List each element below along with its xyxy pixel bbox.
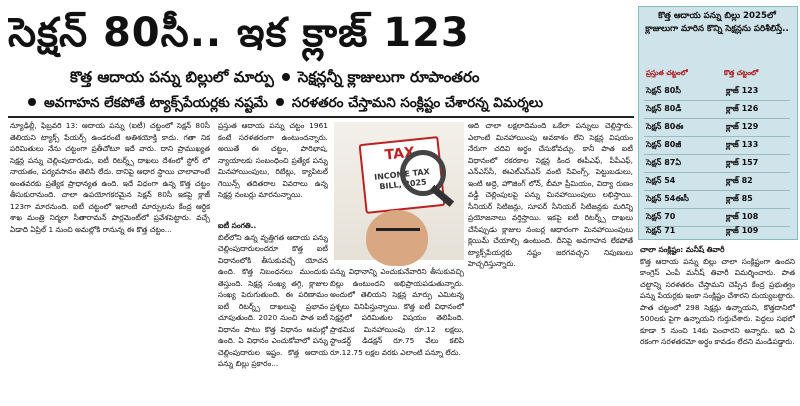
subheadline-1 (70, 66, 630, 88)
new-clause: క్లాజ్ 129 (726, 122, 759, 131)
article-column-4 (640, 244, 795, 402)
section-title: ఐటీ సంగతి.. (218, 221, 257, 230)
sections-row (644, 136, 790, 154)
old-section: సెక్షన్ 87ఏ (646, 158, 682, 167)
sections-box-header (644, 66, 790, 80)
new-clause: క్లాజ్ 133 (726, 140, 759, 149)
bullet-dot (28, 98, 36, 106)
old-section: సెక్షన్ 54ఈసీ (646, 194, 689, 203)
sections-box-title: కొత్త ఆదాయ పన్ను బిల్లు 2025లో క్లాజులుగా మారిన కొన్ని సెక్షన్లను పరిశీలిస్తే.. (645, 11, 789, 34)
sections-row (644, 100, 790, 118)
sections-row (644, 82, 790, 100)
subhead-part: కొత్త ఆదాయ పన్ను బిల్లులో మార్పు (70, 68, 274, 86)
new-clause: క్లాజ్ 126 (726, 104, 759, 113)
article-column-1: న్యూఢిల్లీ, ఫిబ్రవరి 13: ఆదాయ పన్ను (ఐటీ) చట్టంలో సెక్షన్ 80సీ తెలియని ట్యాక్స్ పేయర్స్ ఉండరంటే అతిశయోక్తి కాదు. గతా నిక పరిమితులు నేను చట్టంగా ప్రతీచోటూ ఇదే వారు. దాని ప్రాముఖ్యత సెక్షన్ల పన్ను చెల్లింపుదారుడు, ఐటీ రిటర్న్స్ దాఖలు దేశంలో స్టోర్ లో నాయతం, పర్యవసానం తెలిసి లేదు. దానిపై ఆధార స్థాయి చాలావాంటే అంతవరకు ప్రత్యేక ప్రాధాన్యత ఉంది. ఇదే విధంగా ఉన్న కొత్త చట్టం తీసుకురానుంది. చాలా ఉపయోగకరమైన సెక్షన్ 80సీ ఇకపై క్లాజ్ 123గా మారనుంది. ఐటీ చట్టంలో ఇలాంటి మార్పులను కేంద్ర ఆర్థిక శాఖ మంత్రి నిర్మలా సీతారామన్ పార్లమెంట్‌లో ప్రవేశపెట్టారు. వచ్చే ఏడాది ఏప్రిల్ 1 నుంచి అమల్లోకి రానున్న ఈ కొత్త చట్టం... (10, 121, 210, 234)
new-clause: క్లాజ్ 123 (726, 86, 759, 95)
header-old: ప్రస్తుత చట్టంలో (646, 69, 688, 77)
old-section: సెక్షన్ 70 (646, 212, 676, 221)
old-section: సెక్షన్ 80జీ (646, 140, 682, 149)
old-section: సెక్షన్ 80సీ (646, 86, 681, 95)
subhead-part: అవగాహన లేకపోతే ట్యాక్స్‌పేయర్లకు నష్టమే (44, 95, 268, 111)
article-column-3: ఆది చాలా లక్షలాదిమంది ఒకేలా పన్నులు చెల్లిస్తారు. ఎలాంటి మినహాయింపు అవకాశం లేని సెక్షన్ల విషయం నేరుగా చదివి అర్థం చేసుకోవచ్చు. కానీ పాత ఐటీ విధానంలో రకరకాల సెక్షన్ల కింద ఈపీఎఫ్, పీపీఎఫ్, ఎన్‌ఎస్‌సీ, ఈఎల్‌ఎస్‌ఎస్ వంటి సేవింగ్స్, పెట్టుబడులు, ఇంటి అద్దె, హౌజింగ్ లోన్, బీమా ప్రీమియం, విద్యా రుణం వడ్డీ చెల్లింపులపై పన్ను మినహాయింపులు లభిస్తాయి. సీనియర్ సిటిజన్లు, సూపర్ సీనియర్ సిటిజన్లకు మరిన్ని ప్రయోజనాలు వర్తిస్తాయి. ఇకపై ఐటీ రిటర్న్స్ దాఖలు చేసేప్పుడు క్లాజుల నంబర్ల ఆధారంగా మినహాయింపులు క్లెయిమ్ చేయాల్సి ఉంటుంది. దీనిపై అవగాహన లేకపోతే ట్యాక్స్‌పేయర్లకు నష్టం జరగవచ్చని నిపుణులు హెచ్చరిస్తున్నారు. (468, 121, 633, 268)
card-title: TAX (384, 144, 416, 164)
old-section: సెక్షన్ 54 (646, 176, 676, 185)
new-clause: క్లాజ్ 109 (726, 226, 759, 235)
article-column-mid: పన్ను విధానాన్ని ఎంచుకునేవారిని తీసుకువచ్చి బిల్లు ఉంటుందని అభిప్రాయపడుతున్నారు. అందులో తెలియని సెక్షన్ల మార్పు ఎమిటన్న ప్రశ్నలు వినిపిస్తున్నాయి. కొత్త ఐటీ విధానంలో సెక్షన్లలో పరిమితుల విషయం తెలిపింది. ప్రాథమిక మినహాయింపు రూ.12 లక్షలు, స్టాండర్డ్ డిడక్షన్ రూ.75 వేలు కలిపి రూ.12.75 లక్షల వరకు ఎలాంటి పన్నూ లేదు. (330, 267, 464, 357)
glasses-shape (376, 228, 420, 241)
section-body: బిల్‌లోని ఉన్న వృత్తిగత ఆదాయ పన్ను చెల్లింపుదారులందరూ కొత్త ఐటీ విధానంలోకి తీసుకువచ్చే యోచన ఉంది. కొత్త నిబంధనలు ముందుకు తెస్తుంది. సెక్షన్ల సంఖ్య తగ్గి, క్లాజుల సంఖ్య పెరుగుతుంది. ఈ పరిణామం ఐటీ రిటర్న్స్ దాఖలుపై ప్రభావం చూపుతుంది. 2020 నుంచి పాత ఐటీ విధానం పాటు కొత్త విధానం అమల్లో ఉంది. ఏ విధానం ఎంచుకోవాలో పన్ను చెల్లింపుదారుల ఇష్టం. కొత్త ఆదాయ పన్ను బిల్లు ప్రకారం... (218, 232, 328, 368)
new-clause: క్లాజ్ 157 (726, 158, 759, 167)
sections-row (644, 154, 790, 172)
old-section: సెక్షన్ 80డీ (646, 104, 682, 113)
new-clause: క్లాజ్ 108 (726, 212, 759, 221)
new-clause: క్లాజ్ 82 (726, 176, 753, 185)
card-subtitle: INCOME TAX BILL, 2025 (373, 167, 431, 192)
sections-row (644, 222, 790, 240)
subhead-part: సరళతరం చేస్తామని సంక్లిష్టం చేశారన్న విమర్శలు (291, 95, 544, 111)
bullet-dot (276, 98, 284, 106)
article-column-2b (218, 220, 328, 402)
article-column-2: ప్రస్తుత ఆదాయ పన్ను చట్టం 1961 కంటే సరళతరంగా ఉంటుందన్నారు. అయితే ఈ చట్టం, పారిభాష, న్యాయాలకు సంబంధించి ప్రత్యేక పన్ను మినహాయింపులు, రిబేట్లు, క్యాపిటల్ గెయిన్స్ తదితరాల వివరాలు ఉన్న సెక్షన్ల నంబర్లు మారనున్నాయి. (218, 121, 328, 199)
header-new: కొత్త చట్టంలో (724, 69, 759, 77)
old-section: సెక్షన్ 80ఈ (646, 122, 684, 131)
new-clause: క్లాజ్ 85 (726, 194, 753, 203)
subhead-part: సెక్షన్లన్నీ క్లాజులుగా రూపాంతరం (297, 68, 480, 86)
sections-row (644, 172, 790, 190)
sidebar-story-body: కొత్త ఆదాయ పన్ను బిల్లు చాలా సంక్లిష్టంగా ఉందని కాంగ్రెస్ ఎంపీ మనీష్ తివారీ విమర్శించారు. పాత చట్టాన్ని సరళతరం చేస్తామని చెప్పిన కేంద్ర ప్రభుత్వం పన్ను పేయర్లకు ఇంకా సంక్లిష్టం చేశారని దుయ్యబట్టారు. పాత చట్టంలో 298 సెక్షన్లు ఉన్నాయని, కొత్తదానిలో 500లకు పైగా ఉన్నాయని గుర్తుచేశారు. పెద్దలు సభలో కూడా 5 నుంచి 14కు పెంచారని అన్నారు. ఇది ఏ రకంగా సరళతరమో అర్థం కావడం లేదని మండిపడ్డారు. (640, 256, 795, 346)
divider (8, 116, 634, 118)
sections-row (644, 190, 790, 208)
old-section: సెక్షన్ 71 (646, 226, 676, 235)
bullet-dot (282, 73, 290, 81)
subheadline-2 (20, 92, 632, 114)
sections-row (644, 118, 790, 136)
sidebar-story-title: చాలా సంక్లిష్టం: మనీష్ తివారీ (640, 245, 725, 254)
headline: సెక్షన్ 80సీ.. ఇక క్లాజ్ 123 (8, 10, 470, 56)
